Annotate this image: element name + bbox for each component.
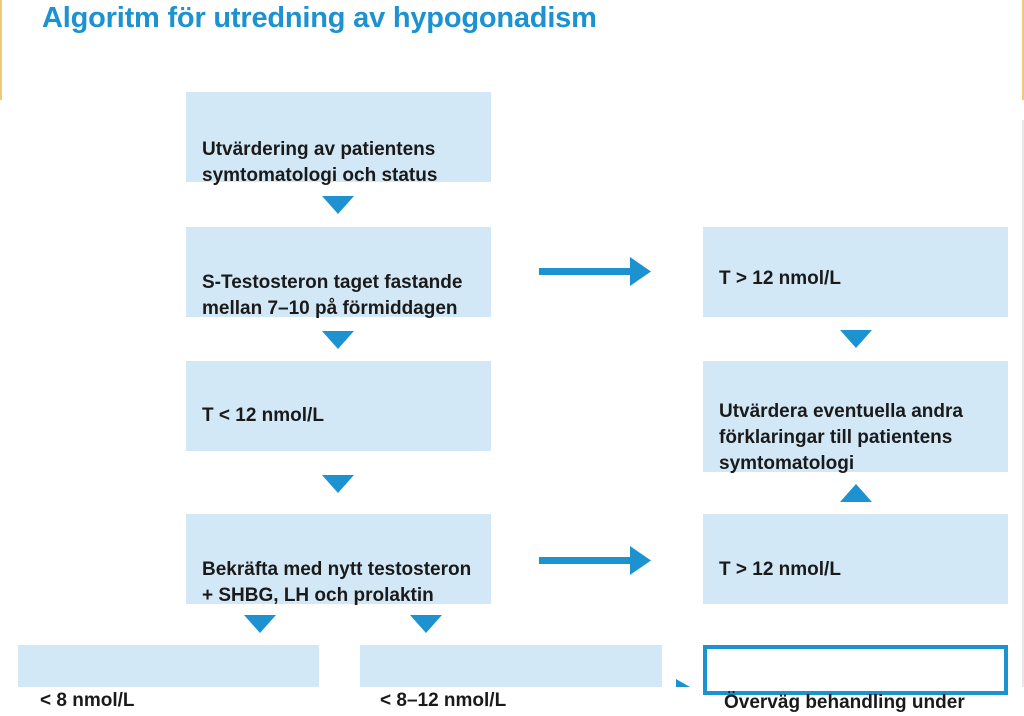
arrow-up-t-above-to-evaluate-other <box>840 484 872 502</box>
arrow-down-test-to-t-below <box>322 331 354 349</box>
arrow-down-confirm-to-range <box>410 615 442 633</box>
arrow-down-evaluation-to-test <box>322 196 354 214</box>
arrow-down-confirm-to-below-8 <box>244 615 276 633</box>
box-evaluate-other-text: Utvärdera eventuella andra förklaringar till patientens symtomatologi <box>719 401 963 474</box>
arrow-down-t-above-to-evaluate-other <box>840 330 872 348</box>
arrow-right-test-to-t-above <box>539 257 651 286</box>
box-t-above-12-second-text: T > 12 nmol/L <box>719 559 841 580</box>
box-t-below-12-text: T < 12 nmol/L <box>202 405 324 426</box>
box-consider-treatment-text: Överväg behandling under <box>724 692 965 713</box>
box-range-8-12-text: < 8–12 nmol/L <box>380 690 507 711</box>
arrow-right-confirm-to-t-above <box>539 546 651 575</box>
arrow-right-range-to-treatment <box>676 679 690 687</box>
box-testosterone-fasting-text: S-Testosteron taget fastande mellan 7–10 på förmiddagen <box>202 272 463 319</box>
box-evaluation-text: Utvärdering av patientens symtomatologi och status <box>202 139 438 186</box>
box-below-8-text: < 8 nmol/L <box>40 690 135 711</box>
diagram-title: Algoritm för utredning av hypogonadism <box>42 2 597 34</box>
box-t-above-12-first-text: T > 12 nmol/L <box>719 268 841 289</box>
arrow-down-t-below-to-confirm <box>322 475 354 493</box>
box-confirm-new-test-text: Bekräfta med nytt testosteron + SHBG, LH och prolaktin <box>202 559 472 606</box>
